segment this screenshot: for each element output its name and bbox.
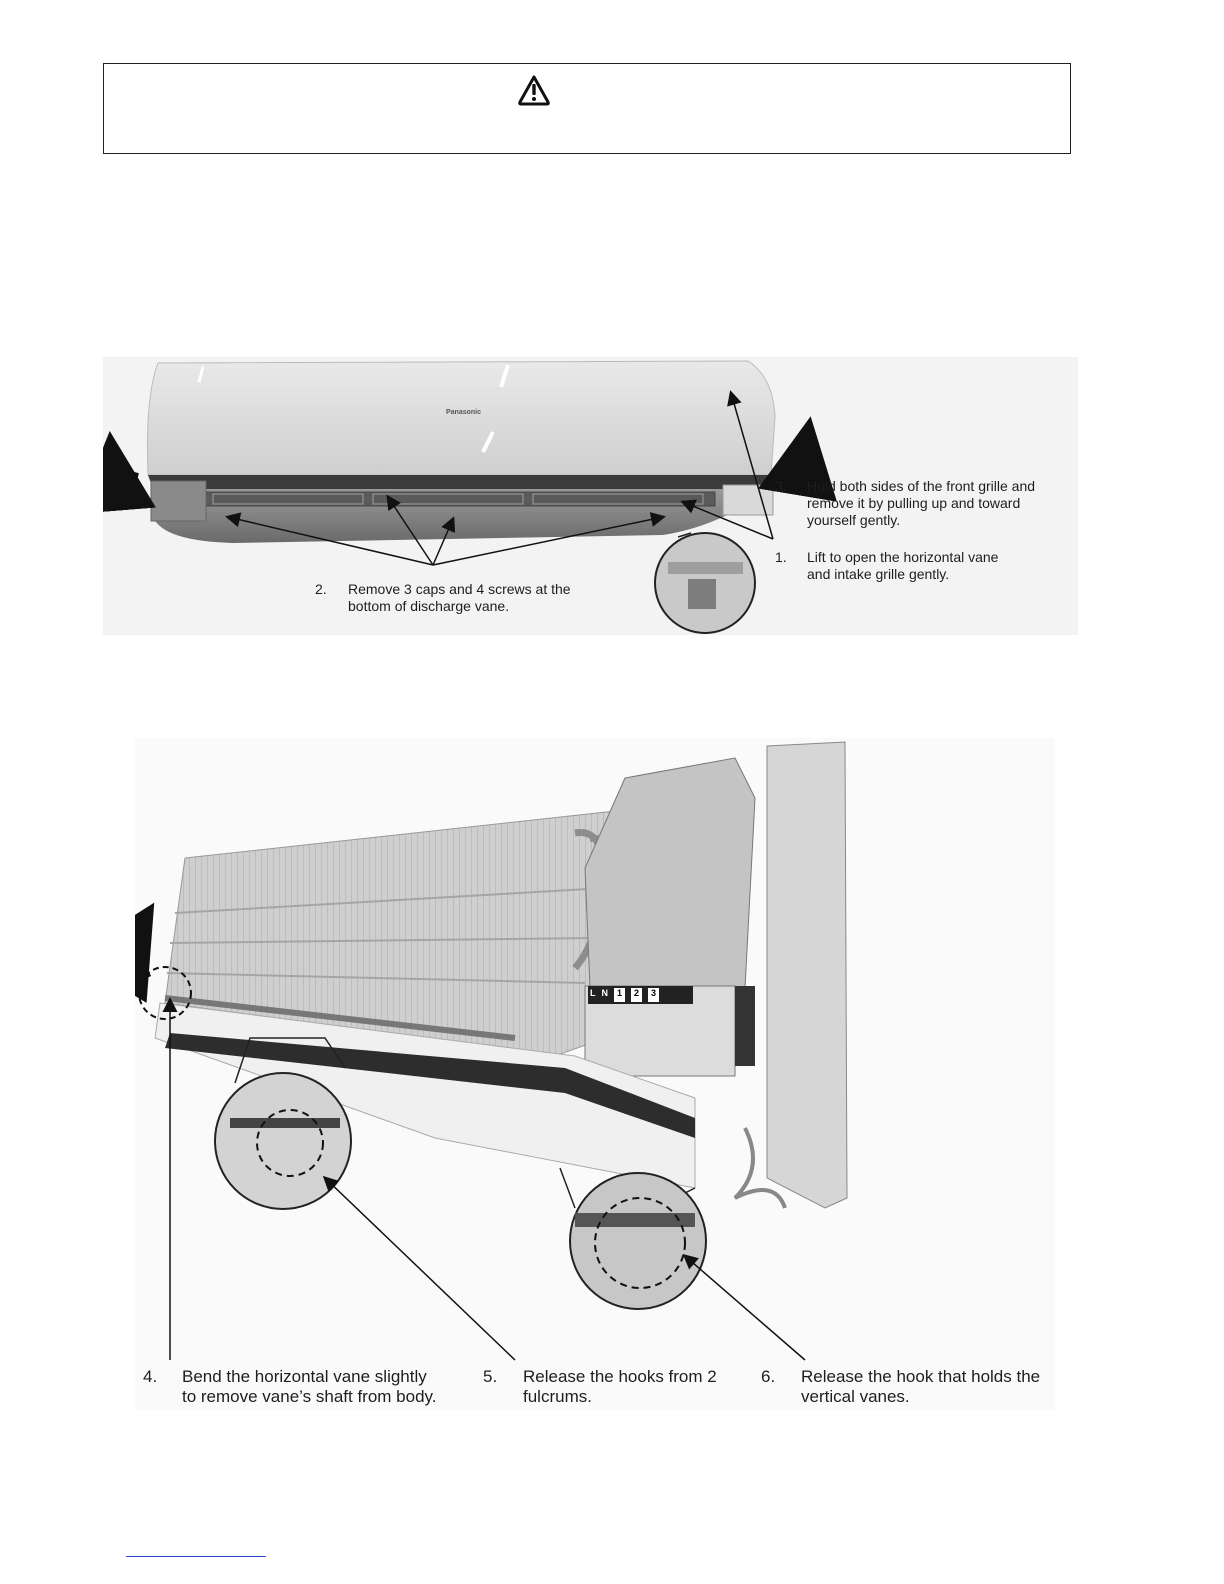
brand-logo: Panasonic [446,409,482,416]
terminal-label-2: 2 [631,988,642,1002]
step-1-caption: 1. Lift to open the horizontal vane and intake grille gently. [775,549,999,582]
warning-box [103,63,1071,154]
figure-vane-removal [135,738,1055,1410]
terminal-label-l: L [590,988,596,998]
step-2-caption: 2. Remove 3 caps and 4 screws at the bottom of discharge vane. [315,581,571,614]
footer-link-underline[interactable] [126,1556,266,1557]
terminal-block-labels [590,988,700,1002]
terminal-label-n: N [601,988,608,998]
indoor-unit-open-photo [135,738,1055,1410]
step-6-caption: 6. Release the hook that holds the vertical vanes. [761,1367,1041,1406]
step-3-caption: 3. Hold both sides of the front grille and remove it by pulling up and toward yourself gently. [775,478,1036,528]
terminal-label-3: 3 [648,988,659,1002]
terminal-label-1: 1 [614,988,625,1002]
step-4-caption: 4. Bend the horizontal vane slightly to remove vane’s shaft from body. [143,1367,437,1406]
warning-triangle-icon [517,74,551,106]
figure-front-grille-removal [103,357,1078,635]
step-5-caption: 5. Release the hooks from 2 fulcrums. [483,1367,717,1406]
